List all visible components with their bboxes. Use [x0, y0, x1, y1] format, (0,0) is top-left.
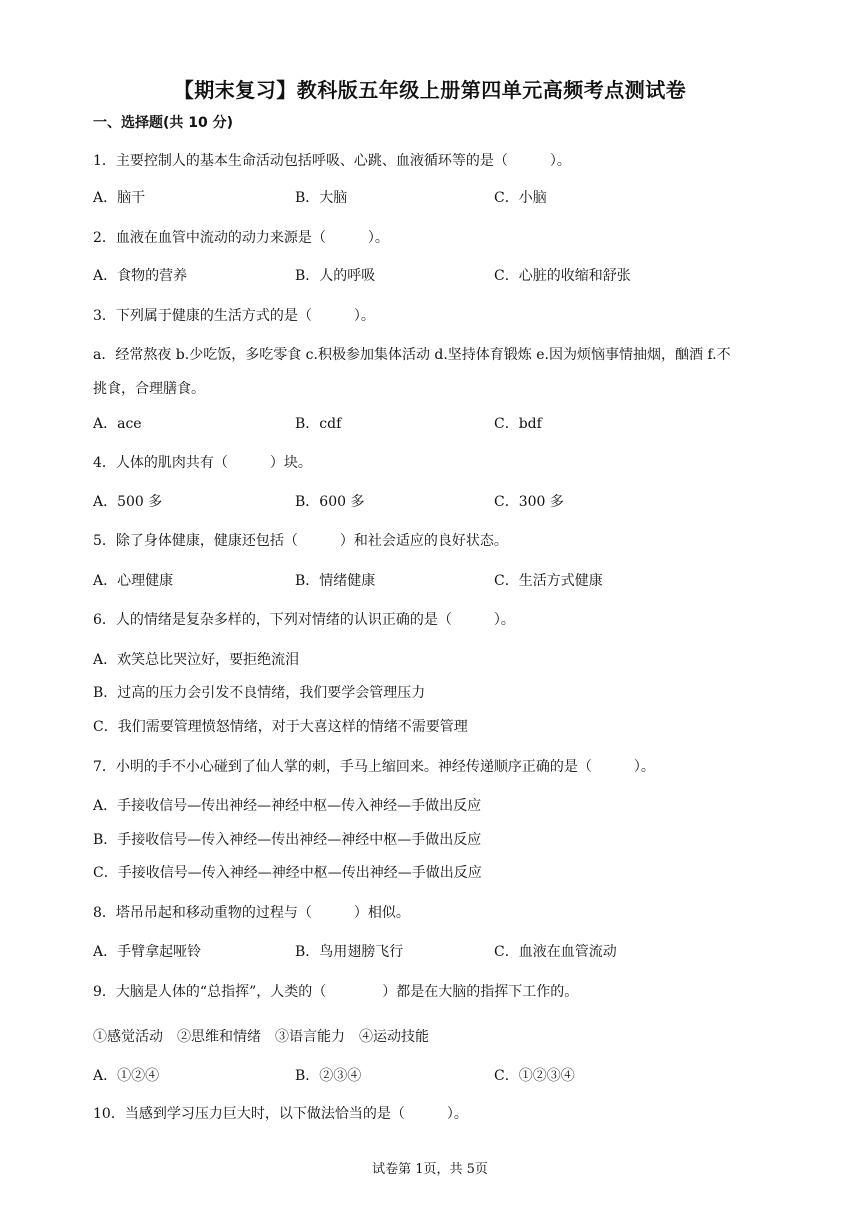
question-1-stem: 1．主要控制人的基本生命活动包括呼吸、心跳、血液循环等的是（ ）。	[93, 153, 571, 169]
question-1-option-a: A．脑干	[93, 190, 146, 206]
question-5-option-c: C．生活方式健康	[494, 573, 603, 589]
question-1-option-b: B．大脑	[295, 190, 348, 206]
question-6-option-c: C．我们需要管理愤怒情绪，对于大喜这样的情绪不需要管理	[93, 719, 468, 735]
question-3-stem: 3．下列属于健康的生活方式的是（ ）。	[93, 308, 375, 324]
section-heading: 一、选择题(共 10 分)	[93, 115, 234, 131]
question-9-option-c: C．①②③④	[494, 1068, 575, 1084]
question-7-stem: 7．小明的手不小心碰到了仙人掌的刺，手马上缩回来。神经传递顺序正确的是（ ）。	[93, 759, 655, 775]
question-9-option-b: B．②③④	[295, 1068, 362, 1084]
question-4-option-c: C．300 多	[494, 494, 564, 510]
question-7-option-b: B．手接收信号—传入神经—传出神经—神经中枢—手做出反应	[93, 832, 482, 848]
question-10-stem: 10．当感到学习压力巨大时，以下做法恰当的是（ ）。	[93, 1106, 468, 1122]
question-5-option-a: A．心理健康	[93, 573, 174, 589]
question-2-option-c: C．心脏的收缩和舒张	[494, 268, 631, 284]
question-4-option-a: A．500 多	[93, 494, 163, 510]
question-1-option-c: C．小脑	[494, 190, 547, 206]
question-9-items: ①感觉活动 ②思维和情绪 ③语言能力 ④运动技能	[93, 1029, 429, 1045]
question-5-stem: 5．除了身体健康，健康还包括（ ）和社会适应的良好状态。	[93, 533, 508, 549]
question-4-stem: 4．人体的肌肉共有（ ）块。	[93, 455, 312, 471]
question-8-option-c: C．血液在血管流动	[494, 944, 617, 960]
question-9-stem: 9．大脑是人体的“总指挥”，人类的（ ）都是在大脑的指挥下工作的。	[93, 984, 579, 1000]
page-footer: 试卷第 1页，共 5页	[372, 1162, 488, 1177]
question-7-option-c: C．手接收信号—传入神经—神经中枢—传出神经—手做出反应	[93, 865, 482, 881]
question-3-context-line-2: 挑食，合理膳食。	[93, 381, 205, 397]
question-3-option-b: B．cdf	[295, 416, 342, 432]
question-6-option-a: A．欢笑总比哭泣好，要拒绝流泪	[93, 652, 300, 668]
question-7-option-a: A．手接收信号—传出神经—神经中枢—传入神经—手做出反应	[93, 798, 482, 814]
question-2-option-b: B．人的呼吸	[295, 268, 376, 284]
question-2-option-a: A．食物的营养	[93, 268, 188, 284]
question-3-context-line-1: a．经常熬夜 b.少吃饭，多吃零食 c.积极参加集体活动 d.坚持体育锻炼 e.因为烦恼事情抽烟，酗酒 f.不	[93, 347, 731, 363]
question-9-option-a: A．①②④	[93, 1068, 160, 1084]
question-8-option-a: A．手臂拿起哑铃	[93, 944, 202, 960]
question-3-option-c: C．bdf	[494, 416, 542, 432]
question-8-stem: 8．塔吊吊起和移动重物的过程与（ ）相似。	[93, 905, 410, 921]
question-6-stem: 6．人的情绪是复杂多样的，下列对情绪的认识正确的是（ ）。	[93, 612, 515, 628]
question-2-stem: 2．血液在血管中流动的动力来源是（ ）。	[93, 230, 389, 246]
page-title: 【期末复习】教科版五年级上册第四单元高频考点测试卷	[173, 78, 687, 102]
question-6-option-b: B．过高的压力会引发不良情绪，我们要学会管理压力	[93, 685, 426, 701]
question-3-option-a: A．ace	[93, 416, 142, 432]
question-5-option-b: B．情绪健康	[295, 573, 376, 589]
question-8-option-b: B．鸟用翅膀飞行	[295, 944, 404, 960]
question-4-option-b: B．600 多	[295, 494, 365, 510]
